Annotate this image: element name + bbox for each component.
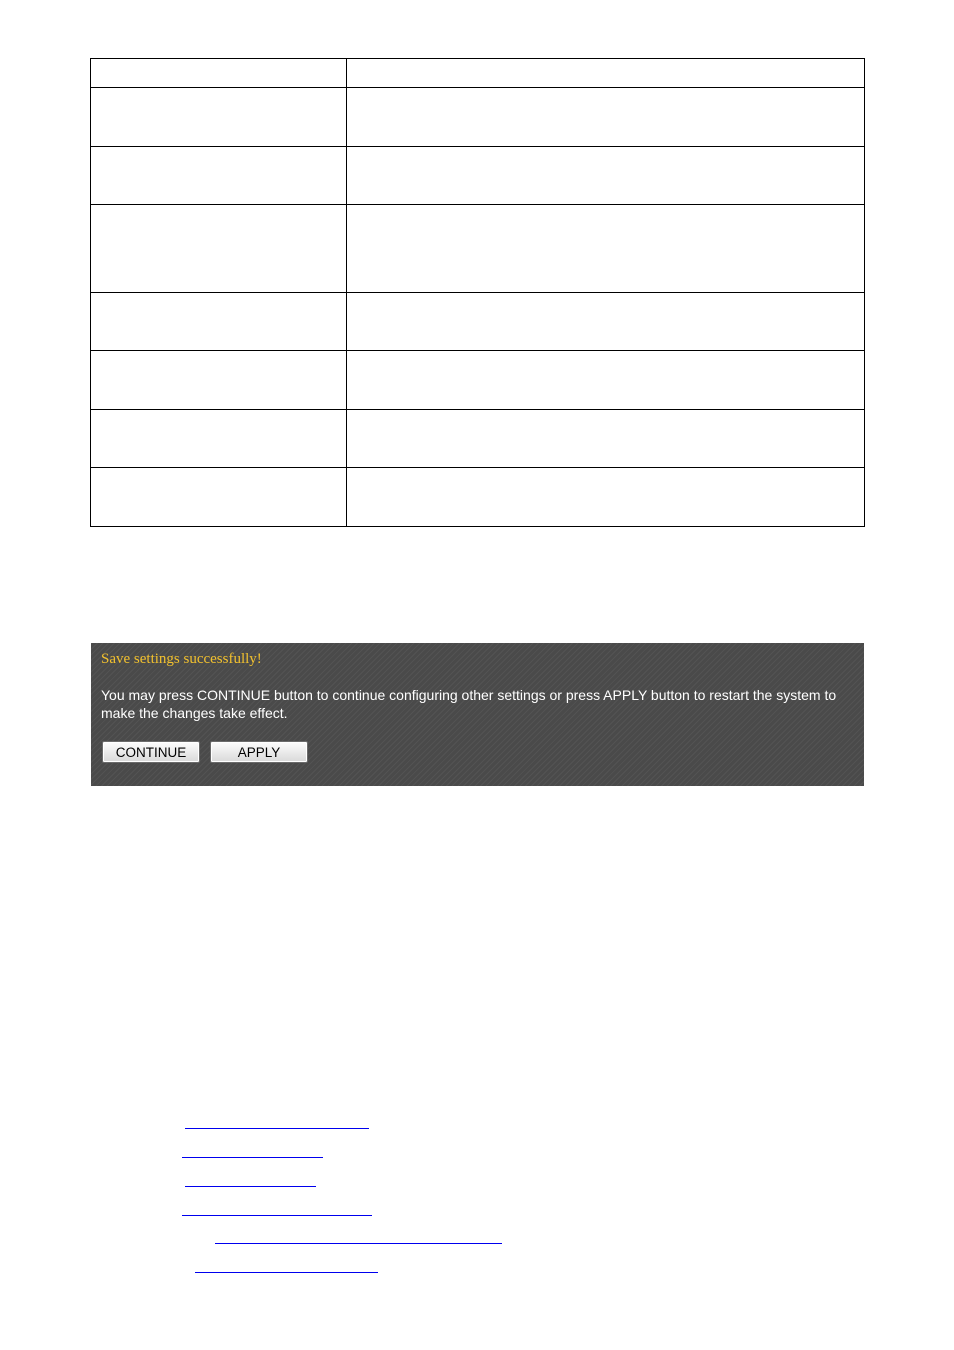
table-cell-label <box>91 205 347 293</box>
link-2[interactable] <box>182 1157 323 1158</box>
apply-button[interactable]: APPLY <box>210 741 308 763</box>
table-cell-description <box>347 147 865 205</box>
continue-button[interactable]: CONTINUE <box>102 741 200 763</box>
link-5[interactable] <box>215 1243 502 1244</box>
link-4[interactable] <box>182 1215 372 1216</box>
link-3[interactable] <box>185 1186 316 1187</box>
table-cell-description <box>347 88 865 147</box>
table-cell-label <box>91 410 347 468</box>
table-row <box>91 468 865 527</box>
table-row <box>91 205 865 293</box>
table-row <box>91 147 865 205</box>
table-row <box>91 293 865 351</box>
table-row <box>91 88 865 147</box>
table-row <box>91 410 865 468</box>
table-cell-label <box>91 88 347 147</box>
table-cell-description <box>347 468 865 527</box>
panel-title: Save settings successfully! <box>101 651 262 667</box>
panel-message: You may press CONTINUE button to continue configuring other settings or press APPLY button to restart the system to make the changes take effect. <box>101 687 837 721</box>
table-cell-label <box>91 468 347 527</box>
table-cell-label <box>91 147 347 205</box>
table-cell-description <box>347 351 865 410</box>
save-success-panel <box>91 643 864 786</box>
link-6[interactable] <box>195 1272 378 1273</box>
table-cell-description <box>347 59 865 88</box>
table-cell-description <box>347 293 865 351</box>
table-cell-label <box>91 59 347 88</box>
link-1[interactable] <box>185 1128 369 1129</box>
settings-table <box>90 58 865 527</box>
table-row <box>91 59 865 88</box>
table-cell-label <box>91 293 347 351</box>
table-cell-label <box>91 351 347 410</box>
table-row <box>91 351 865 410</box>
table-cell-description <box>347 410 865 468</box>
table-cell-description <box>347 205 865 293</box>
